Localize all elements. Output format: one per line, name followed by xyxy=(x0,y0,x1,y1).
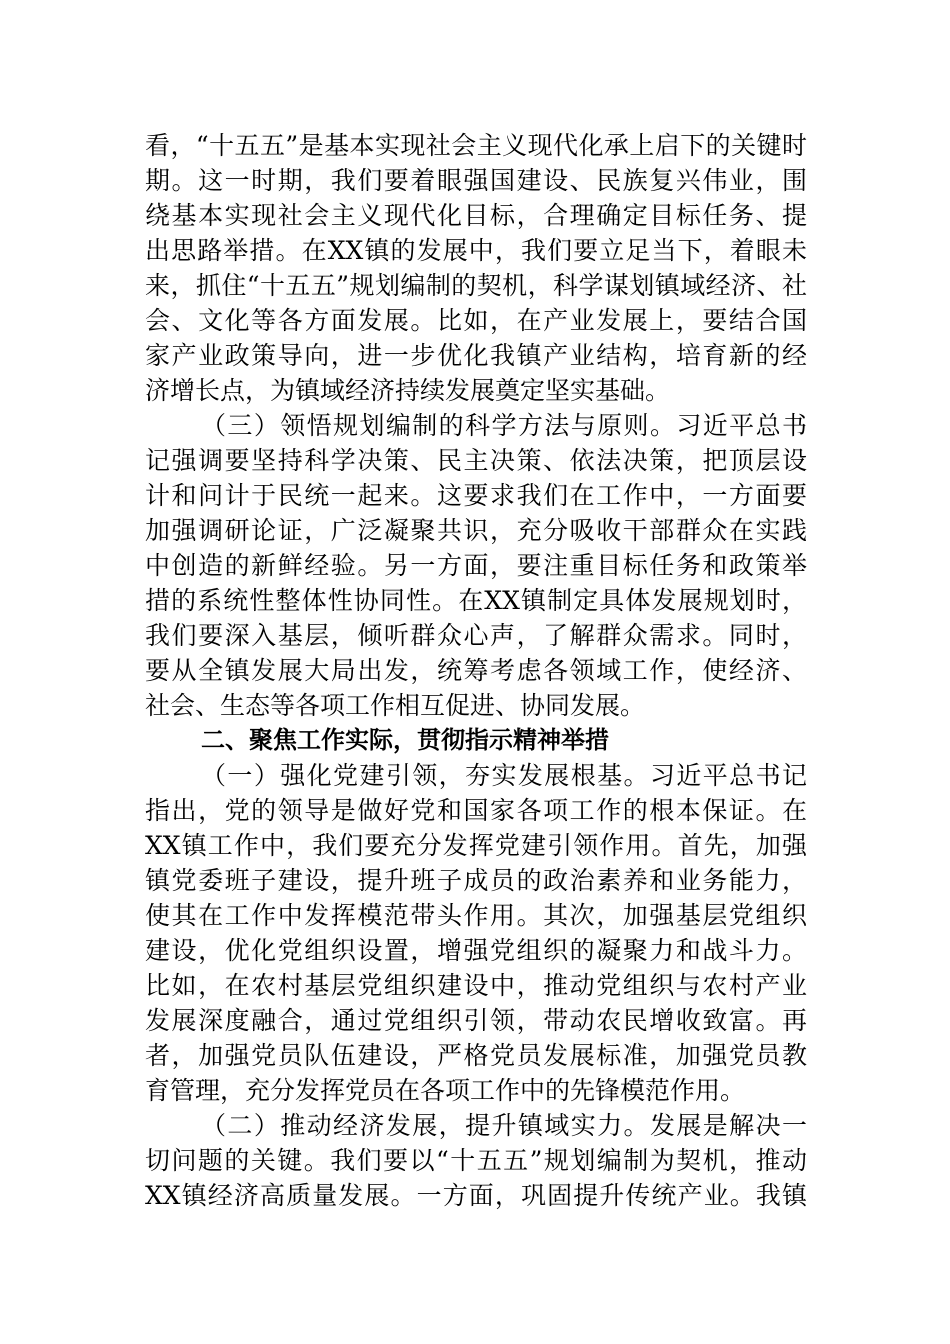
text-line: 出思路举措。在XX镇的发展中，我们要立足当下，着眼未 xyxy=(145,236,807,265)
text-line: 会、文化等各方面发展。比如，在产业发展上，要结合国 xyxy=(145,306,807,335)
text-line: 切问题的关键。我们要以“十五五”规划编制为契机，推动 xyxy=(145,1146,807,1175)
text-line: 镇党委班子建设，提升班子成员的政治素养和业务能力， xyxy=(145,866,807,895)
text-line: 发展深度融合，通过党组织引领，带动农民增收致富。再 xyxy=(145,1006,807,1035)
text-line: 我们要深入基层，倾听群众心声，了解群众需求。同时， xyxy=(145,621,807,650)
text-line: 育管理，充分发挥党员在各项工作中的先锋模范作用。 xyxy=(145,1076,746,1105)
text-line: 记强调要坚持科学决策、民主决策、依法决策，把顶层设 xyxy=(145,446,807,475)
text-line: 中创造的新鲜经验。另一方面，要注重目标任务和政策举 xyxy=(145,551,807,580)
text-line: XX镇经济高质量发展。一方面，巩固提升传统产业。我镇 xyxy=(145,1181,807,1210)
text-line: 使其在工作中发挥模范带头作用。其次，加强基层党组织 xyxy=(145,901,807,930)
text-line: 加强调研论证，广泛凝聚共识，充分吸收干部群众在实践 xyxy=(145,516,807,545)
text-line: 济增长点，为镇域经济持续发展奠定坚实基础。 xyxy=(145,376,671,405)
text-line: 建设，优化党组织设置，增强党组织的凝聚力和战斗力。 xyxy=(145,936,807,965)
text-line: 措的系统性整体性协同性。在XX镇制定具体发展规划时， xyxy=(145,586,807,615)
text-line: 绕基本实现社会主义现代化目标，合理确定目标任务、提 xyxy=(145,201,807,230)
text-line: 看，“十五五”是基本实现社会主义现代化承上启下的关键时 xyxy=(145,131,807,160)
text-line: 比如，在农村基层党组织建设中，推动党组织与农村产业 xyxy=(145,971,807,1000)
text-line: 来，抓住“十五五”规划编制的契机，科学谋划镇域经济、社 xyxy=(145,271,807,300)
paragraph-start-line: （一）强化党建引领，夯实发展根基。习近平总书记 xyxy=(201,761,807,790)
text-line: 要从全镇发展大局出发，统筹考虑各领域工作，使经济、 xyxy=(145,656,807,685)
document-body xyxy=(145,128,807,1213)
paragraph-start-line: （三）领悟规划编制的科学方法与原则。习近平总书 xyxy=(201,411,807,440)
paragraph-start-line: （二）推动经济发展，提升镇域实力。发展是解决一 xyxy=(201,1111,807,1140)
text-line: 社会、生态等各项工作相互促进、协同发展。 xyxy=(145,691,646,720)
text-line: 家产业政策导向，进一步优化我镇产业结构，培育新的经 xyxy=(145,341,807,370)
text-line: 期。这一时期，我们要着眼强国建设、民族复兴伟业，围 xyxy=(145,166,807,195)
section-heading: 二、聚焦工作实际，贯彻指示精神举措 xyxy=(201,726,609,754)
text-line: 者，加强党员队伍建设，严格党员发展标准，加强党员教 xyxy=(145,1041,807,1070)
text-line: 指出，党的领导是做好党和国家各项工作的根本保证。在 xyxy=(145,796,807,825)
text-line: XX镇工作中，我们要充分发挥党建引领作用。首先，加强 xyxy=(145,831,807,860)
text-line: 计和问计于民统一起来。这要求我们在工作中，一方面要 xyxy=(145,481,807,510)
